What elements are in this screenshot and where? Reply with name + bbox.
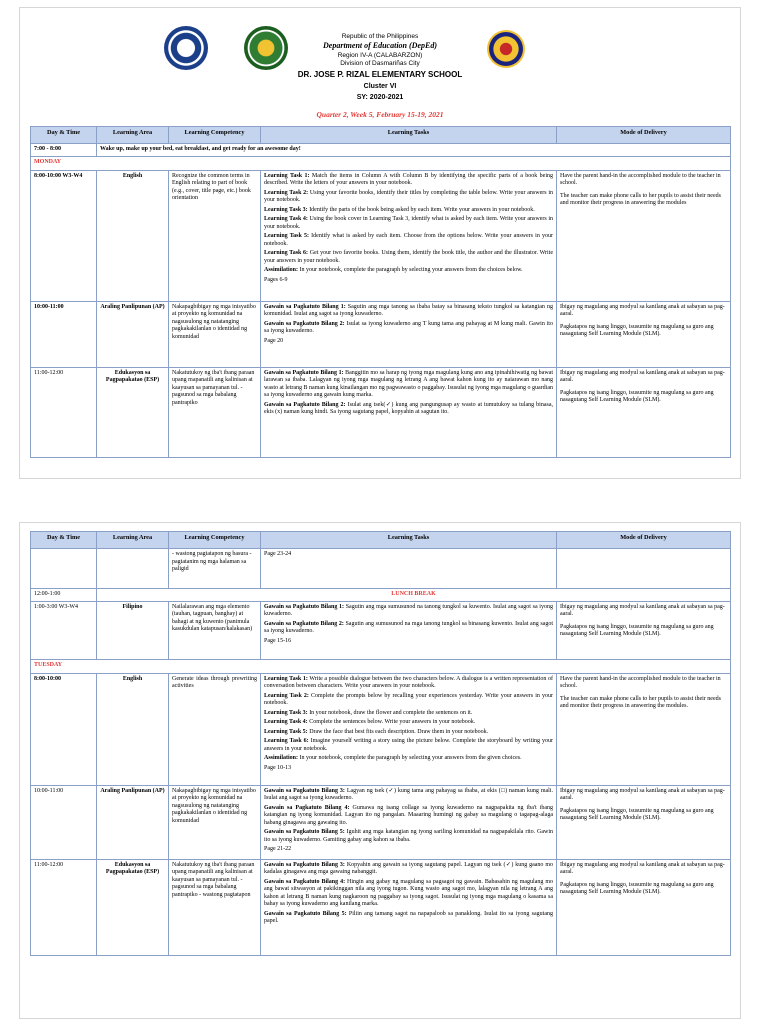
day-row-monday (31, 156, 731, 170)
header-learning-tasks: Learning Tasks (261, 127, 557, 144)
wake-time: 7:00 - 8:00 (31, 144, 97, 157)
task-item: Gawain sa Pagkatuto Bilang 4: Gumawa ng isang collage sa iyong kuwaderno na nagpapakita ng iba't ibang katangian ng iyong komunidad. Lagyan ito ng pangalan. Maaaring humingi ng gabay sa magulang o tagapag-alaga habang ginagawa ang gawaing ito. (264, 804, 553, 826)
time-cell: 8:00-10:00 (31, 673, 97, 785)
table-row (31, 144, 731, 157)
mode-cell: Have the parent hand-in the accomplished module to the teacher in school. The teacher can make phone calls to her pupils to assist their needs and monitor their progress in answering the modules (557, 170, 731, 301)
header-mode-of-delivery: Mode of Delivery (557, 532, 731, 549)
table-row (31, 170, 731, 301)
task-pages: Page 10-13 (264, 764, 292, 771)
tasks-cell (261, 549, 557, 589)
learning-area-cell (97, 549, 169, 589)
table-header-row (31, 127, 731, 144)
day-row-tuesday (31, 659, 731, 673)
table-row (31, 785, 731, 859)
task-item: Gawain sa Pagkatuto Bilang 1: Sagutin ang mga tanong sa ibaba batay sa binasang teksto tungkol sa katangian ng komunidad. Isulat ang sagot sa iyong kuwaderno. (264, 303, 553, 317)
time-cell: 10:00-11:00 (31, 301, 97, 367)
table-row (31, 301, 731, 367)
task-item: Gawain sa Pagkatuto Bilang 2: Sagutin ang sumusunod na mga tanong tungkol sa binasang kuwento. Isulat ang sagot sa iyong kuwaderno. (264, 620, 553, 634)
header-learning-competency: Learning Competency (169, 127, 261, 144)
task-item: Gawain sa Pagkatuto Bilang 5: Piliin ang tamang sagot na napapaloob sa panaklong. Isulat ito sa iyong sagutang papel. (264, 910, 553, 924)
school-name: DR. JOSE P. RIZAL ELEMENTARY SCHOOL (297, 70, 463, 79)
table-header-row (31, 532, 731, 549)
table-row (31, 673, 731, 785)
task-pages: Pages 6-9 (264, 276, 288, 283)
weekly-plan-table (30, 126, 731, 458)
learning-area-cell: Araling Panlipunan (AP) (97, 301, 169, 367)
table-row-continued (31, 549, 731, 589)
task-item: Gawain sa Pagkatuto Bilang 2: Isulat sa iyong kuwaderno ang T kung tama ang pahayag at M kung mali. Gawin ito sa iyong kuwaderno. (264, 320, 553, 334)
competency-cell: Nakapagbibigay ng mga inisyatibo at proyekto ng komunidad na nagsusulong ng natatanging pagkakakilanlan o identidad ng komunidad (169, 785, 261, 859)
department-line: Department of Education (DepEd) (323, 41, 437, 50)
republic-line: Republic of the Philippines (341, 33, 419, 40)
task-item: Learning Task 3: Identify the parts of the book being asked by each item. Write your answers in your notebook. (264, 206, 535, 213)
school-year-line: SY: 2020-2021 (356, 94, 404, 101)
learning-area-cell: Araling Panlipunan (AP) (97, 785, 169, 859)
task-item: Learning Task 5: Draw the face that best fits each description. Draw them in your notebook. (264, 728, 489, 735)
plan-title-line (20, 104, 740, 108)
time-cell (31, 549, 97, 589)
task-item: Learning Task 4: Complete the sentences below. Write your answers in your notebook. (264, 719, 476, 725)
tasks-cell (261, 170, 557, 301)
task-item: Assimilation: In your notebook, complete the paragraph by selecting your answers from the given choices. (264, 755, 522, 761)
tasks-cell (261, 785, 557, 859)
task-pages: Page 21-22 (264, 846, 292, 852)
task-item: Learning Task 2: Using your favorite books, identify their titles by completing the table below. Write your answers in your notebook. (264, 189, 553, 203)
task-item: Learning Task 4: Using the book cover in Learning Task 3, identify what is asked by each item. Write your answers in your notebook. (264, 216, 553, 230)
day-label: MONDAY (31, 156, 731, 170)
tasks-cell (261, 859, 557, 955)
task-item: Learning Task 6: Get your two favorite books. Using them, identify the book title, the author and the illustrator. Write your answers in your notebook. (264, 250, 553, 264)
table-row (31, 367, 731, 457)
time-cell: 11:00-12:00 (31, 367, 97, 457)
mode-cell: Have the parent hand-in the accomplished module to the teacher in school. The teacher can make phone calls to her pupils to assist their needs and monitor their progress in answering the modules. (557, 673, 731, 785)
mode-cell: Ibigay ng magulang ang modyul sa kanilang anak at sabayan sa pag-aaral. Pagkatapos ng isang linggo, isusumite ng magulang sa guro ang nasagutang Self Learning Module (SLM). (557, 785, 731, 859)
tasks-cell (261, 673, 557, 785)
task-item: Learning Task 6: Imagine yourself writing a story using the picture below. Complete the storyboard by writing your answers in your notebook. (264, 738, 553, 752)
day-label: TUESDAY (31, 659, 731, 673)
learning-area-cell: Edukasyon sa Pagpapakatao (ESP) (97, 367, 169, 457)
weekly-plan-table-continued (30, 531, 731, 956)
learning-area-cell: Edukasyon sa Pagpapakatao (ESP) (97, 859, 169, 955)
table-row (31, 601, 731, 659)
mode-cell: Ibigay ng magulang ang modyul sa kanilang anak at sabayan sa pag-aaral. Pagkatapos ng isang linggo, isusumite ng magulang sa guro ang nasagutang Self Learning Module (SLM). (557, 301, 731, 367)
task-item: Gawain sa Pagkatuto Bilang 5: Iguhit ang mga katangian ng iyong sariling komunidad na nagpapakilala rito. Gawin ito sa iyong kuwaderno. Gamiting gabay ang kahon sa ibaba. (264, 829, 553, 843)
competency-cell: Nakatutukoy ng iba't ibang paraan upang mapanatili ang kalinisan at kaayusan sa pamayanan tul. - pagsunod sa mga babalang pantrapiko (169, 367, 261, 457)
header-mode-of-delivery: Mode of Delivery (557, 127, 731, 144)
task-pages: Page 20 (264, 337, 284, 344)
competency-cell: Nakapagbibigay ng mga inisyatibo at proyekto ng komunidad na nagsusulong ng natatanging pagkakakilanlan o identidad ng komunidad (169, 301, 261, 367)
lunch-row (31, 589, 731, 602)
learning-area-cell: English (97, 673, 169, 785)
task-item: Gawain sa Pagkatuto Bilang 3: Lagyan ng tsek (✓) kung tama ang pahayag sa ibaba, at ekis (□) naman kung mali. Isulat ang sagot sa iyong kuwaderno. (264, 787, 553, 801)
header-day-time: Day & Time (31, 532, 97, 549)
competency-cell: Nakatutukoy ng iba't ibang paraan upang mapanatili ang kalinisan at kaayusan sa pamayanan tul. - pagsunod sa mga babalang pantrapiko - wastong pagtatapon (169, 859, 261, 955)
learning-area-cell: Filipino (97, 601, 169, 659)
cluster-line: Cluster VI (363, 83, 397, 90)
mode-cell: Ibigay ng magulang ang modyul sa kanilang anak at sabayan sa pag-aaral. Pagkatapos ng isang linggo, isusumite ng magulang sa guro ang nasagutang Self Learning Module (SLM). (557, 367, 731, 457)
competency-cell: Recognize the common terms in English relating to part of book (e.g., cover, title page, etc.) book orientation (169, 170, 261, 301)
task-item: Learning Task 1: Write a possible dialogue between the two characters below. A dialogue is a written representation of conversation between characters. Write your answers in your notebook. (264, 675, 553, 689)
task-item: Gawain sa Pagkatuto Bilang 3: Kopyahin ang gawain sa iyong sagutang papel. Lagyan ng tsek (✓) kung gaano mo kadalas ginagawa ang mga gawaing nabanggit. (264, 861, 553, 875)
learning-area-cell: English (97, 170, 169, 301)
task-item: Gawain sa Pagkatuto Bilang 4: Hingin ang gabay ng magulang sa pagsagot ng gawain. Babasahin ng magulang mo ang bawat sitwasyon at pakikinggan nila ang iyong tugon. Kung wasto ang sagot mo, lalagyan nila ng letrang A ang kahon at letrang B naman kung nagkaroon ng paggabay sa iyong sagot. Isusulat ng iyong mga magulang o kasama sa bahay sa iyong kuwaderno ang kanilang marka. (264, 878, 553, 907)
lunch-break-label: LUNCH BREAK (97, 589, 731, 602)
competency-cell: Generate ideas through prewriting activities (169, 673, 261, 785)
header-learning-area: Learning Area (97, 127, 169, 144)
task-pages: Page 15-16 (264, 637, 292, 644)
tasks-cell (261, 301, 557, 367)
region-line: Region IV-A (CALABARZON) (337, 52, 423, 59)
time-cell: 11:00-12:00 (31, 859, 97, 955)
task-pages: Page 23-24 (264, 551, 292, 557)
competency-cell: - wastong pagtatapon ng basura - pagtatanim ng mga halaman sa paligid (169, 549, 261, 589)
tasks-cell (261, 601, 557, 659)
division-line: Division of Dasmariñas City (340, 60, 420, 67)
header-learning-area: Learning Area (97, 532, 169, 549)
mode-cell: Ibigay ng magulang ang modyul sa kanilang anak at sabayan sa pag-aaral. Pagkatapos ng isang linggo, isusumite ng magulang sa guro ang nasagutang Self Learning Module (SLM). (557, 859, 731, 955)
time-cell: 1:00-3:00 W3-W4 (31, 601, 97, 659)
time-cell: 10:00-11:00 (31, 785, 97, 859)
task-item: Gawain sa Pagkatuto Bilang 1: Sagutin ang mga sumusunod na tanong tungkol sa kuwento. Isulat ang sagot sa iyong kuwaderno. (264, 603, 553, 617)
task-item: Gawain sa Pagkatuto Bilang 1: Banggitin mo sa harap ng iyong mga magulang kung ano ang ipinahihiwatig ng bawat larawan sa ibaba. Lalagyan ng iyong mga magulang ng letrang A ang bawat kahon kung ito ay naiarawan mo nang wasto at letrang B naman kung kinailangan mo ng pagwawasto o paggabay. Isusulat ng iyong mga magulang o guardian sa iyong kuwaderno ang gawain kung marka. (264, 369, 553, 398)
header-learning-competency: Learning Competency (169, 532, 261, 549)
task-item: Learning Task 2: Complete the prompts below by recalling your experiences yesterday. Write your answers in your notebook. (264, 692, 553, 706)
task-item: Learning Task 3: In your notebook, draw the flower and complete the sentences on it. (264, 709, 473, 716)
document-page-2 (20, 523, 740, 1018)
table-row (31, 859, 731, 955)
task-item: Learning Task 1: Match the items in Column A with Column B by identifying the specific parts of a book being described. Write the letters of your answers in your notebook. (264, 172, 553, 186)
document-page-1 (20, 8, 740, 478)
task-item: Gawain sa Pagkatuto Bilang 2: Isulat ang tsek(✓) kung ang pangungusap ay wasto at tumutukoy sa tulang binasa, ekis (x) naman kung hindi. Sa iyong sagutang papel, kopyahin at sagutan ito. (264, 401, 553, 415)
letterhead (20, 8, 740, 128)
time-cell: 12:00-1:00 (31, 589, 97, 602)
mode-cell: Ibigay ng magulang ang modyul sa kanilang anak at sabayan sa pag-aaral. Pagkatapos ng isang linggo, isusumite ng magulang sa guro ang nasagutang Self Learning Module (SLM). (557, 601, 731, 659)
header-learning-tasks: Learning Tasks (261, 532, 557, 549)
task-item: Learning Task 5: Identify what is asked by each item. Choose from the options below. Write your answers in your notebook. (264, 233, 553, 247)
task-item: Assimilation: In your notebook, complete the paragraph by selecting your answers from the choices below. (264, 267, 523, 273)
time-cell: 8:00-10:00 W3-W4 (31, 170, 97, 301)
competency-cell: Nailalarawan ang mga elemento (tauhan, tagpuan, banghay) at bahagi at ng kuwento (panimula kasukdulan katapusan/kalakasan) (169, 601, 261, 659)
tasks-cell (261, 367, 557, 457)
header-day-time: Day & Time (31, 127, 97, 144)
wake-text: Wake up, make up your bed, eat breakfast, and get ready for an awesome day! (97, 144, 731, 157)
quarter-week-line: Quarter 2, Week 5, February 15-19, 2021 (316, 110, 444, 119)
mode-cell (557, 549, 731, 589)
